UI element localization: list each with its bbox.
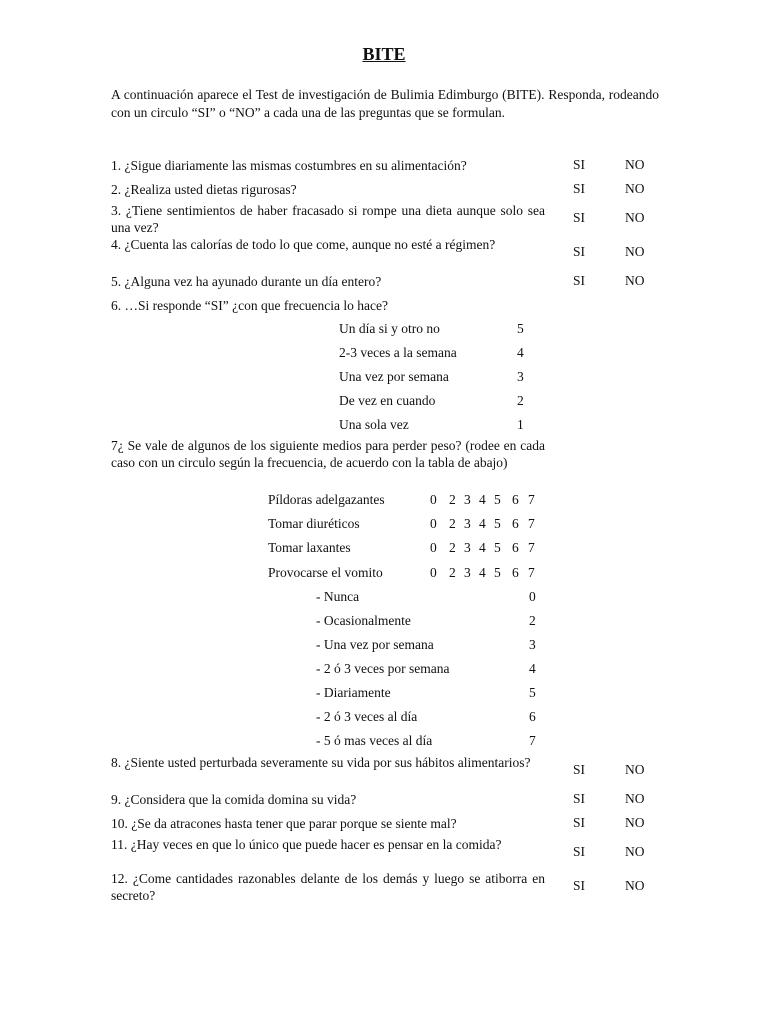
scale-value[interactable]: 4: [479, 540, 486, 555]
scale-value[interactable]: 7: [528, 516, 535, 531]
scale-value[interactable]: 3: [464, 492, 471, 507]
scale-value[interactable]: 3: [464, 516, 471, 531]
scale-value[interactable]: 4: [479, 516, 486, 531]
scale-value[interactable]: 7: [528, 565, 535, 580]
answer-no[interactable]: NO: [625, 762, 645, 777]
question-2: 2. ¿Realiza usted dietas rigurosas?: [111, 182, 297, 197]
scale-value[interactable]: 4: [479, 565, 486, 580]
q6-option-label: Un día si y otro no: [339, 321, 440, 336]
frequency-value: 4: [529, 661, 536, 676]
answer-no[interactable]: NO: [625, 273, 645, 288]
question-7: 7¿ Se vale de algunos de los siguiente medios para perder peso? (rodee en cada caso con un circulo según la frecuencia, de acuerdo con la tabla de abajo): [111, 438, 545, 470]
q6-option-value[interactable]: 5: [517, 321, 524, 336]
scale-value[interactable]: 6: [512, 540, 519, 555]
q6-option-label: De vez en cuando: [339, 393, 436, 408]
scale-value[interactable]: 6: [512, 565, 519, 580]
scale-value[interactable]: 5: [494, 516, 501, 531]
scale-value[interactable]: 6: [512, 492, 519, 507]
question-11: 11. ¿Hay veces en que lo único que puede hacer es pensar en la comida?: [111, 837, 502, 852]
answer-no[interactable]: NO: [625, 844, 645, 859]
answer-no[interactable]: NO: [625, 791, 645, 806]
scale-value[interactable]: 6: [512, 516, 519, 531]
frequency-value: 7: [529, 733, 536, 748]
answer-no[interactable]: NO: [625, 157, 645, 172]
scale-value[interactable]: 3: [464, 565, 471, 580]
scale-value[interactable]: 0: [430, 492, 437, 507]
scale-value[interactable]: 5: [494, 492, 501, 507]
frequency-label: - 2 ó 3 veces al día: [316, 709, 418, 724]
question-4: 4. ¿Cuenta las calorías de todo lo que come, aunque no esté a régimen?: [111, 237, 496, 252]
frequency-label: - Una vez por semana: [316, 637, 434, 652]
frequency-value: 6: [529, 709, 536, 724]
frequency-value: 2: [529, 613, 536, 628]
answer-si[interactable]: SI: [573, 181, 586, 196]
frequency-label: - 5 ó mas veces al día: [316, 733, 433, 748]
question-6: 6. …Si responde “SI” ¿con que frecuencia lo hace?: [111, 298, 389, 313]
scale-value[interactable]: 7: [528, 540, 535, 555]
answer-si[interactable]: SI: [573, 273, 586, 288]
frequency-value: 5: [529, 685, 536, 700]
question-9: 9. ¿Considera que la comida domina su vida?: [111, 792, 357, 807]
q6-option-value[interactable]: 2: [517, 393, 524, 408]
answer-si[interactable]: SI: [573, 844, 586, 859]
intro-paragraph: A continuación aparece el Test de investigación de Bulimia Edimburgo (BITE). Responda, rodeando con un circulo “SI” o “NO” a cada una de las preguntas que se formulan.: [111, 87, 659, 120]
question-3: 3. ¿Tiene sentimientos de haber fracasado si rompe una dieta aunque solo sea una vez?: [111, 203, 545, 235]
frequency-value: 3: [529, 637, 536, 652]
scale-value[interactable]: 2: [449, 516, 456, 531]
q6-option-label: Una vez por semana: [339, 369, 449, 384]
answer-si[interactable]: SI: [573, 815, 586, 830]
q6-option-value[interactable]: 3: [517, 369, 524, 384]
answer-si[interactable]: SI: [573, 210, 586, 225]
question-1: 1. ¿Sigue diariamente las mismas costumbres en su alimentación?: [111, 158, 467, 173]
question-12: 12. ¿Come cantidades razonables delante de los demás y luego se atiborra en secreto?: [111, 871, 545, 903]
q6-option-label: Una sola vez: [339, 417, 409, 432]
frequency-value: 0: [529, 589, 536, 604]
answer-no[interactable]: NO: [625, 181, 645, 196]
answer-si[interactable]: SI: [573, 762, 586, 777]
question-8: 8. ¿Siente usted perturbada severamente su vida por sus hábitos alimentarios?: [111, 755, 531, 770]
q6-option-value[interactable]: 4: [517, 345, 524, 360]
scale-value[interactable]: 0: [430, 565, 437, 580]
question-5: 5. ¿Alguna vez ha ayunado durante un día entero?: [111, 274, 382, 289]
q6-option-value[interactable]: 1: [517, 417, 524, 432]
scale-value[interactable]: 5: [494, 565, 501, 580]
scale-value[interactable]: 2: [449, 540, 456, 555]
page-title: BITE: [362, 44, 406, 64]
answer-no[interactable]: NO: [625, 210, 645, 225]
scale-value[interactable]: 2: [449, 492, 456, 507]
q7-method-label: Píldoras adelgazantes: [268, 492, 385, 507]
q7-method-label: Tomar laxantes: [268, 540, 351, 555]
answer-no[interactable]: NO: [625, 815, 645, 830]
scale-value[interactable]: 2: [449, 565, 456, 580]
answer-si[interactable]: SI: [573, 244, 586, 259]
frequency-label: - Ocasionalmente: [316, 613, 411, 628]
answer-si[interactable]: SI: [573, 791, 586, 806]
scale-value[interactable]: 4: [479, 492, 486, 507]
answer-no[interactable]: NO: [625, 244, 645, 259]
scale-value[interactable]: 7: [528, 492, 535, 507]
answer-si[interactable]: SI: [573, 878, 586, 893]
scale-value[interactable]: 5: [494, 540, 501, 555]
answer-si[interactable]: SI: [573, 157, 586, 172]
answer-no[interactable]: NO: [625, 878, 645, 893]
frequency-label: - Nunca: [316, 589, 360, 604]
scale-value[interactable]: 3: [464, 540, 471, 555]
scale-value[interactable]: 0: [430, 540, 437, 555]
q6-option-label: 2-3 veces a la semana: [339, 345, 457, 360]
frequency-label: - 2 ó 3 veces por semana: [316, 661, 450, 676]
frequency-label: - Diariamente: [316, 685, 391, 700]
question-10: 10. ¿Se da atracones hasta tener que parar porque se siente mal?: [111, 816, 457, 831]
scale-value[interactable]: 0: [430, 516, 437, 531]
q7-method-label: Provocarse el vomito: [268, 565, 383, 580]
q7-method-label: Tomar diuréticos: [268, 516, 360, 531]
